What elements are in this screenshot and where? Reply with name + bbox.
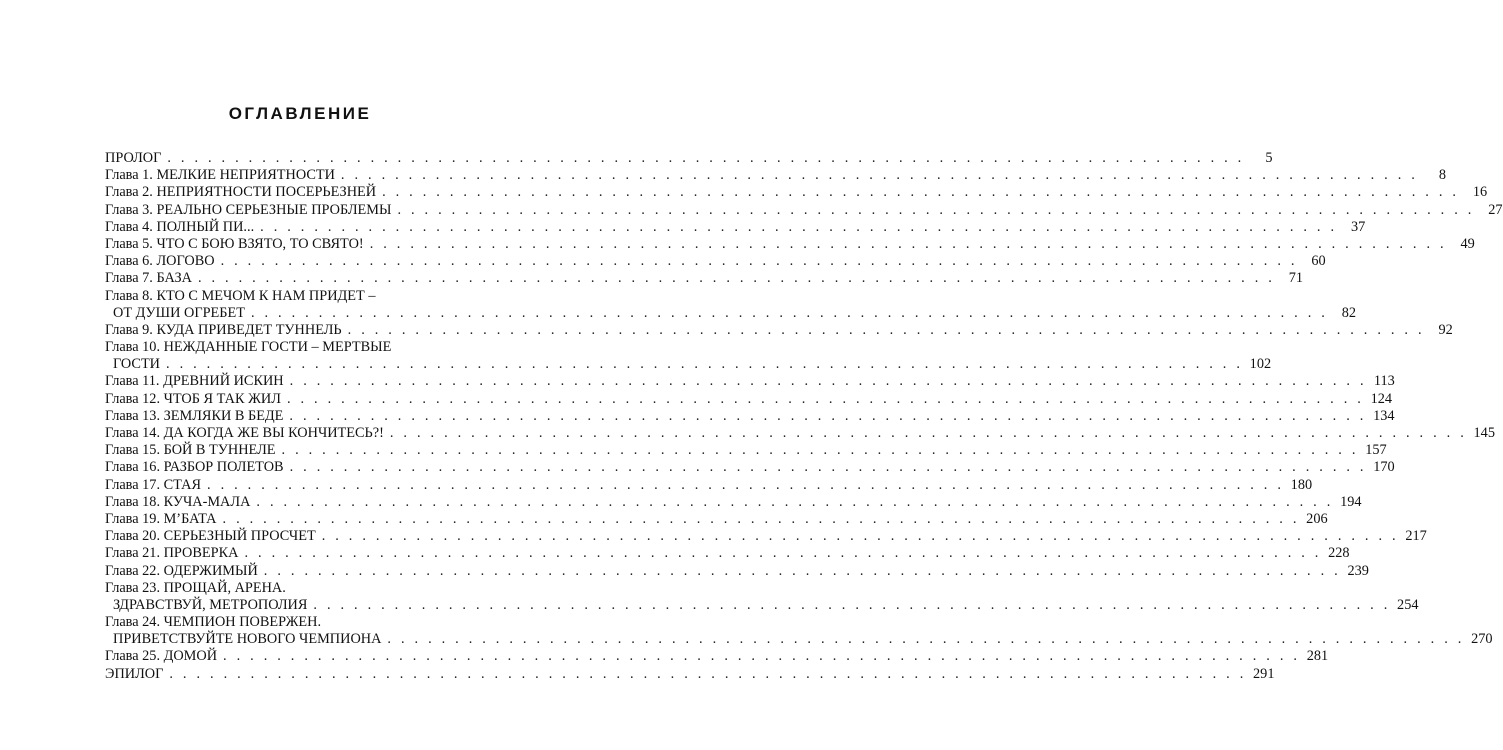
toc-page-number: 124: [1370, 390, 1393, 407]
toc-entry-line: [105, 493, 1362, 511]
toc-entry-title: Глава 11. ДРЕВНИЙ ИСКИН: [105, 373, 284, 390]
toc-entry-title: Глава 1. МЕЛКИЕ НЕПРИЯТНОСТИ: [105, 167, 335, 184]
toc-page-number: 239: [1347, 562, 1369, 579]
toc-page-number: 60: [1311, 253, 1326, 270]
toc-page-number: 170: [1373, 459, 1395, 476]
toc-entry-title: Глава 12. ЧТОБ Я ТАК ЖИЛ: [105, 390, 281, 407]
toc-entry[interactable]: [105, 167, 1447, 184]
dot-leader: . . . . . . . . . . . . . . . . . . . . . . . . . . . . . . . . . . . . . . . . . . . . . . . . . . . . . . . . . . . . . . . . . . . . . . . . . . . . . . . .: [286, 390, 1365, 407]
toc-entry-line: [105, 339, 495, 356]
toc-entry[interactable]: [105, 614, 1493, 648]
toc-entry-title: Глава 7. БАЗА: [105, 270, 192, 287]
toc-page-number: 5: [1265, 150, 1273, 166]
toc-entry[interactable]: [105, 528, 1427, 545]
toc-entry-title: Глава 18. КУЧА-МАЛА: [105, 493, 251, 510]
dot-leader: . . . . . . . . . . . . . . . . . . . . . . . . . . . . . . . . . . . . . . . . . . . . . . . . . . . . . . . . . . . . . . . . . . . . . . . . . . . . . . . .: [167, 150, 1245, 166]
toc-entry[interactable]: [105, 665, 1275, 683]
toc-entry-title: Глава 22. ОДЕРЖИМЫЙ: [105, 562, 258, 579]
toc-page-number: 281: [1306, 648, 1329, 665]
toc-entry-title: Глава 21. ПРОВЕРКА: [105, 545, 239, 562]
toc-entry-title: ПРИВЕТСТВУЙТЕ НОВОГО ЧЕМПИОНА: [113, 631, 382, 648]
dot-leader: . . . . . . . . . . . . . . . . . . . . . . . . . . . . . . . . . . . . . . . . . . . . . . . . . . . . . . . . . . . . . . . . . . . . . . . . . . . . . . . .: [244, 545, 1322, 562]
toc-entry-title: Глава 25. ДОМОЙ: [105, 648, 218, 665]
toc-page-number: 49: [1460, 235, 1475, 252]
dot-leader: . . . . . . . . . . . . . . . . . . . . . . . . . . . . . . . . . . . . . . . . . . . . . . . . . . . . . . . . . . . . . . . . . . . . . . . . . . . . . . . .: [281, 442, 1359, 459]
toc-page-number: 157: [1365, 442, 1387, 459]
toc-entry-line: [105, 270, 1304, 287]
toc-entry[interactable]: [105, 150, 1273, 167]
toc-entry-title: Глава 24. ЧЕМПИОН ПОВЕРЖЕН.: [105, 614, 322, 631]
toc-entry[interactable]: [105, 184, 1488, 201]
toc-page-number: 217: [1405, 528, 1427, 545]
toc-entry-title: ЭПИЛОГ: [105, 665, 164, 682]
toc-entry[interactable]: [105, 321, 1453, 339]
toc-entry-title: Глава 19. М’БАТА: [105, 510, 217, 527]
toc-entry[interactable]: [105, 373, 1395, 390]
toc-entry[interactable]: [105, 442, 1387, 459]
toc-entry-line: [105, 631, 1493, 648]
toc-page-number: 228: [1328, 545, 1350, 562]
toc-entry-line: [105, 580, 495, 597]
dot-leader: . . . . . . . . . . . . . . . . . . . . . . . . . . . . . . . . . . . . . . . . . . . . . . . . . . . . . . . . . . . . . . . . . . . . . . . . . . . . . . . .: [289, 373, 1367, 390]
toc-entry-title: Глава 5. ЧТО С БОЮ ВЗЯТО, ТО СВЯТО!: [105, 235, 364, 252]
toc-entry-title: Глава 15. БОЙ В ТУННЕЛЕ: [105, 442, 276, 459]
toc-page-number: 102: [1249, 356, 1272, 373]
toc-entry-title: Глава 16. РАЗБОР ПОЛЕТОВ: [105, 459, 284, 476]
toc-page-number: 113: [1373, 373, 1395, 390]
toc-entry-line: [105, 459, 1395, 476]
toc-entry[interactable]: [105, 648, 1329, 665]
toc-entry-title: Глава 14. ДА КОГДА ЖЕ ВЫ КОНЧИТЕСЬ?!: [105, 425, 384, 441]
toc-page-number: 180: [1290, 476, 1313, 493]
toc-entry-title: Глава 2. НЕПРИЯТНОСТИ ПОСЕРЬЕЗНЕЙ: [105, 184, 377, 201]
toc-page-number: 71: [1288, 270, 1304, 287]
table-of-contents: [105, 150, 1503, 683]
toc-page-number: 145: [1473, 425, 1495, 441]
toc-page-number: 206: [1306, 510, 1328, 527]
toc-entry-title: Глава 10. НЕЖДАННЫЕ ГОСТИ – МЕРТВЫЕ: [105, 339, 392, 356]
dot-leader: . . . . . . . . . . . . . . . . . . . . . . . . . . . . . . . . . . . . . . . . . . . . . . . . . . . . . . . . . . . . . . . . . . . . . . . . . . . . . . . .: [250, 304, 1329, 321]
toc-entry-title: Глава 9. КУДА ПРИВЕДЕТ ТУННЕЛЬ: [105, 321, 342, 338]
toc-page-number: 37: [1350, 218, 1366, 235]
toc-entry[interactable]: [105, 579, 1419, 614]
toc-entry[interactable]: [105, 459, 1395, 476]
toc-entry-title: Глава 13. ЗЕМЛЯКИ В БЕДЕ: [105, 407, 284, 424]
toc-entry-line: [105, 235, 1475, 253]
dot-leader: . . . . . . . . . . . . . . . . . . . . . . . . . . . . . . . . . . . . . . . . . . . . . . . . . . . . . . . . . . . . . . . . . . . . . . . . . . . . . . . .: [387, 631, 1465, 648]
toc-entry-line: [105, 648, 1329, 665]
dot-leader: . . . . . . . . . . . . . . . . . . . . . . . . . . . . . . . . . . . . . . . . . . . . . . . . . . . . . . . . . . . . . . . . . . . . . . . . . . . . . . . .: [197, 270, 1276, 287]
toc-entry-line: [105, 614, 495, 631]
dot-leader: . . . . . . . . . . . . . . . . . . . . . . . . . . . . . . . . . . . . . . . . . . . . . . . . . . . . . . . . . . . . . . . . . . . . . . . . . . . . . . . .: [340, 167, 1419, 184]
toc-entry-line: [105, 321, 1453, 339]
toc-entry-line: [105, 545, 1350, 562]
toc-entry-line: [105, 218, 1366, 236]
dot-leader: . . . . . . . . . . . . . . . . . . . . . . . . . . . . . . . . . . . . . . . . . . . . . . . . . . . . . . . . . . . . . . . . . . . . . . . . . . . . . . . .: [169, 665, 1247, 682]
dot-leader: . . . . . . . . . . . . . . . . . . . . . . . . . . . . . . . . . . . . . . . . . . . . . . . . . . . . . . . . . . . . . . . . . . . . . . . . . . . . . . . .: [222, 510, 1300, 527]
dot-leader: . . . . . . . . . . . . . . . . . . . . . . . . . . . . . . . . . . . . . . . . . . . . . . . . . . . . . . . . . . . . . . . . . . . . . . . . . . . . . . . .: [289, 459, 1367, 476]
toc-entry-line: [105, 390, 1393, 408]
toc-entry[interactable]: [105, 476, 1313, 494]
dot-leader: . . . . . . . . . . . . . . . . . . . . . . . . . . . . . . . . . . . . . . . . . . . . . . . . . . . . . . . . . . . . . . . . . . . . . . . . . . . . . . . .: [263, 562, 1341, 579]
toc-entry[interactable]: [105, 287, 1357, 322]
toc-entry-line: [105, 288, 495, 305]
toc-entry-line: [105, 665, 1275, 683]
toc-entry-title: ОТ ДУШИ ОГРЕБЕТ: [113, 304, 245, 321]
toc-entry-title: Глава 4. ПОЛНЫЙ ПИ...: [105, 218, 255, 235]
toc-entry-line: [105, 425, 1495, 442]
toc-page-number: 82: [1341, 304, 1357, 321]
toc-entry[interactable]: [105, 407, 1395, 425]
toc-entry-title: Глава 8. КТО С МЕЧОМ К НАМ ПРИДЕТ –: [105, 287, 376, 304]
toc-entry[interactable]: [105, 510, 1328, 528]
toc-entry[interactable]: [105, 545, 1350, 562]
dot-leader: . . . . . . . . . . . . . . . . . . . . . . . . . . . . . . . . . . . . . . . . . . . . . . . . . . . . . . . . . . . . . . . . . . . . . . . . . . . . . . . .: [389, 425, 1467, 441]
toc-entry-line: [105, 407, 1395, 425]
toc-page-number: 270: [1471, 631, 1493, 648]
dot-leader: . . . . . . . . . . . . . . . . . . . . . . . . . . . . . . . . . . . . . . . . . . . . . . . . . . . . . . . . . . . . . . . . . . . . . . . . . . . . . . . .: [382, 184, 1460, 201]
toc-entry[interactable]: [105, 201, 1503, 219]
toc-entry-line: [105, 442, 1387, 459]
page-title: ОГЛАВЛЕНИЕ: [228, 104, 372, 123]
dot-leader: . . . . . . . . . . . . . . . . . . . . . . . . . . . . . . . . . . . . . . . . . . . . . . . . . . . . . . . . . . . . . . . . . . . . . . . . . . . . . . . .: [207, 476, 1285, 493]
dot-leader: . . . . . . . . . . . . . . . . . . . . . . . . . . . . . . . . . . . . . . . . . . . . . . . . . . . . . . . . . . . . . . . . . . . . . . . . . . . . . . . .: [260, 218, 1338, 235]
toc-page-number: 254: [1397, 596, 1419, 613]
toc-entry[interactable]: [105, 218, 1366, 236]
dot-leader: . . . . . . . . . . . . . . . . . . . . . . . . . . . . . . . . . . . . . . . . . . . . . . . . . . . . . . . . . . . . . . . . . . . . . . . . . . . . . . . .: [223, 648, 1301, 665]
toc-entry[interactable]: [105, 493, 1362, 511]
toc-entry-title: Глава 20. СЕРЬЕЗНЫЙ ПРОСЧЕТ: [105, 528, 316, 545]
dot-leader: . . . . . . . . . . . . . . . . . . . . . . . . . . . . . . . . . . . . . . . . . . . . . . . . . . . . . . . . . . . . . . . . . . . . . . . . . . . . . . . .: [313, 596, 1391, 613]
toc-entry-title: Глава 17. СТАЯ: [105, 476, 202, 493]
toc-entry-line: [105, 253, 1326, 270]
toc-page-number: 16: [1472, 184, 1488, 201]
toc-entry[interactable]: [105, 235, 1475, 253]
toc-entry-line: [105, 184, 1488, 201]
dot-leader: . . . . . . . . . . . . . . . . . . . . . . . . . . . . . . . . . . . . . . . . . . . . . . . . . . . . . . . . . . . . . . . . . . . . . . . . . . . . . . . .: [369, 235, 1447, 252]
toc-entry-title: Глава 3. РЕАЛЬНО СЕРЬЕЗНЫЕ ПРОБЛЕМЫ: [105, 201, 392, 218]
toc-entry-line: [105, 150, 1273, 167]
toc-entry-title: Глава 6. ЛОГОВО: [105, 253, 215, 270]
toc-entry-line: [105, 562, 1369, 580]
toc-entry[interactable]: [105, 270, 1304, 287]
dot-leader: . . . . . . . . . . . . . . . . . . . . . . . . . . . . . . . . . . . . . . . . . . . . . . . . . . . . . . . . . . . . . . . . . . . . . . . . . . . . . . . .: [321, 528, 1399, 545]
toc-page-number: 27: [1488, 201, 1503, 218]
dot-leader: . . . . . . . . . . . . . . . . . . . . . . . . . . . . . . . . . . . . . . . . . . . . . . . . . . . . . . . . . . . . . . . . . . . . . . . . . . . . . . . .: [166, 356, 1244, 373]
dot-leader: . . . . . . . . . . . . . . . . . . . . . . . . . . . . . . . . . . . . . . . . . . . . . . . . . . . . . . . . . . . . . . . . . . . . . . . . . . . . . . . .: [347, 321, 1425, 338]
toc-entry-title: ГОСТИ: [113, 356, 161, 373]
toc-entry-title: ПРОЛОГ: [105, 150, 162, 166]
toc-entry-line: [105, 167, 1447, 184]
toc-entry-line: [105, 356, 1272, 373]
toc-entry-line: [105, 510, 1328, 528]
dot-leader: . . . . . . . . . . . . . . . . . . . . . . . . . . . . . . . . . . . . . . . . . . . . . . . . . . . . . . . . . . . . . . . . . . . . . . . . . . . . . . . .: [397, 201, 1475, 218]
toc-entry-line: [105, 373, 1395, 390]
dot-leader: . . . . . . . . . . . . . . . . . . . . . . . . . . . . . . . . . . . . . . . . . . . . . . . . . . . . . . . . . . . . . . . . . . . . . . . . . . . . . . . .: [220, 253, 1298, 270]
toc-entry[interactable]: [105, 425, 1495, 442]
toc-entry-line: [105, 201, 1503, 219]
toc-entry-line: [105, 528, 1427, 545]
toc-page-number: 291: [1253, 665, 1275, 682]
toc-page-number: 8: [1438, 167, 1447, 184]
toc-page-number: 92: [1438, 321, 1453, 338]
toc-page-number: 194: [1340, 493, 1362, 510]
toc-entry[interactable]: [105, 562, 1369, 580]
toc-page-number: 134: [1373, 407, 1395, 424]
toc-entry-title: Глава 23. ПРОЩАЙ, АРЕНА.: [105, 579, 286, 596]
toc-entry[interactable]: [105, 253, 1326, 270]
toc-entry-title: ЗДРАВСТВУЙ, МЕТРОПОЛИЯ: [113, 596, 308, 613]
toc-entry-line: [105, 304, 1357, 322]
toc-entry[interactable]: [105, 390, 1393, 408]
toc-entry-line: [105, 476, 1313, 494]
toc-entry[interactable]: [105, 339, 1272, 373]
dot-leader: . . . . . . . . . . . . . . . . . . . . . . . . . . . . . . . . . . . . . . . . . . . . . . . . . . . . . . . . . . . . . . . . . . . . . . . . . . . . . . . .: [256, 493, 1334, 510]
dot-leader: . . . . . . . . . . . . . . . . . . . . . . . . . . . . . . . . . . . . . . . . . . . . . . . . . . . . . . . . . . . . . . . . . . . . . . . . . . . . . . . .: [289, 407, 1367, 424]
toc-entry-line: [105, 596, 1419, 614]
